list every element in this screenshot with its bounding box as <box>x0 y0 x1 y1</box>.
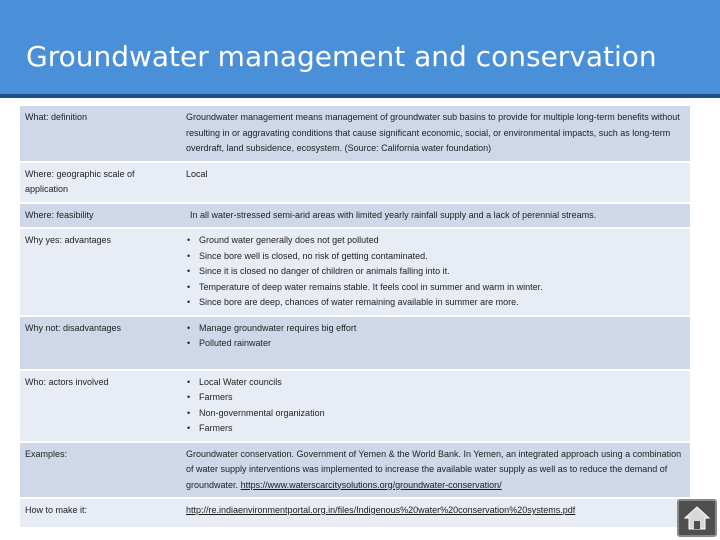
table-row <box>20 370 690 442</box>
list-item: • Non-governmental organization <box>186 406 684 422</box>
row-label: What: definition <box>20 106 181 162</box>
row-value <box>181 498 690 528</box>
examples-text: Groundwater conservation. Government of Yemen & the World Bank. In Yemen, an integrated approach using a combination of water supply interventions was implemented to increase the available water supply as well as to reduce the demand of groundwater. <box>186 448 682 490</box>
row-label: How to make it: <box>20 498 181 528</box>
row-label: Examples: <box>20 442 181 499</box>
table-row <box>20 106 690 162</box>
row-label: Where: geographic scale of application <box>20 162 181 203</box>
list-item: • Local Water councils <box>186 375 684 391</box>
list-item: • Farmers <box>186 421 684 437</box>
row-label: Why not: disadvantages <box>20 316 181 370</box>
list-item: • Farmers <box>186 390 684 406</box>
row-label: Where: feasibility <box>20 203 181 229</box>
row-value <box>181 316 690 370</box>
list-item: • Temperature of deep water remains stable. It feels cool in summer and warm in winter. <box>186 280 684 296</box>
table-row <box>20 316 690 370</box>
info-table <box>20 106 690 529</box>
row-value <box>181 442 690 499</box>
row-label: Why yes: advantages <box>20 228 181 316</box>
list-item: • Polluted rainwater <box>186 336 684 352</box>
row-label: Who: actors involved <box>20 370 181 442</box>
row-value <box>181 228 690 316</box>
list-item: • Since bore are deep, chances of water remaining available in summer are more. <box>186 295 684 311</box>
table-row <box>20 228 690 316</box>
examples-link[interactable]: https://www.waterscarcitysolutions.org/groundwater-conservation/ <box>240 479 502 490</box>
list-item: • Since it is closed no danger of children or animals falling into it. <box>186 264 684 280</box>
how-to-link[interactable]: http://re.indiaenvironmentportal.org.in/files/Indigenous%20water%20conservation%20systems.pdf <box>186 505 576 515</box>
list-item: • Ground water generally does not get polluted <box>186 233 684 249</box>
row-value: In all water-stressed semi-arid areas with limited yearly rainfall supply and a lack of perennial streams. <box>181 203 690 229</box>
home-icon <box>683 504 711 532</box>
disadvantages-list <box>186 321 684 352</box>
row-value: Local <box>181 162 690 203</box>
row-value <box>181 370 690 442</box>
home-button[interactable] <box>677 499 717 537</box>
page-title: Groundwater management and conservation <box>26 40 657 73</box>
list-item: • Since bore well is closed, no risk of getting contaminated. <box>186 249 684 265</box>
advantages-list <box>186 233 684 311</box>
table-row <box>20 442 690 499</box>
table-row <box>20 498 690 528</box>
list-item: • Manage groundwater requires big effort <box>186 321 684 337</box>
actors-list <box>186 375 684 437</box>
table-row <box>20 162 690 203</box>
table-row <box>20 203 690 229</box>
row-value: Groundwater management means management of groundwater sub basins to provide for multiple long-term benefits without resulting in or aggravating conditions that cause significant economic, social, or environmental impacts, such as long-term overdraft, land subsidence, ecosystem. (Source: California water foundation) <box>181 106 690 162</box>
title-bar <box>0 0 720 98</box>
